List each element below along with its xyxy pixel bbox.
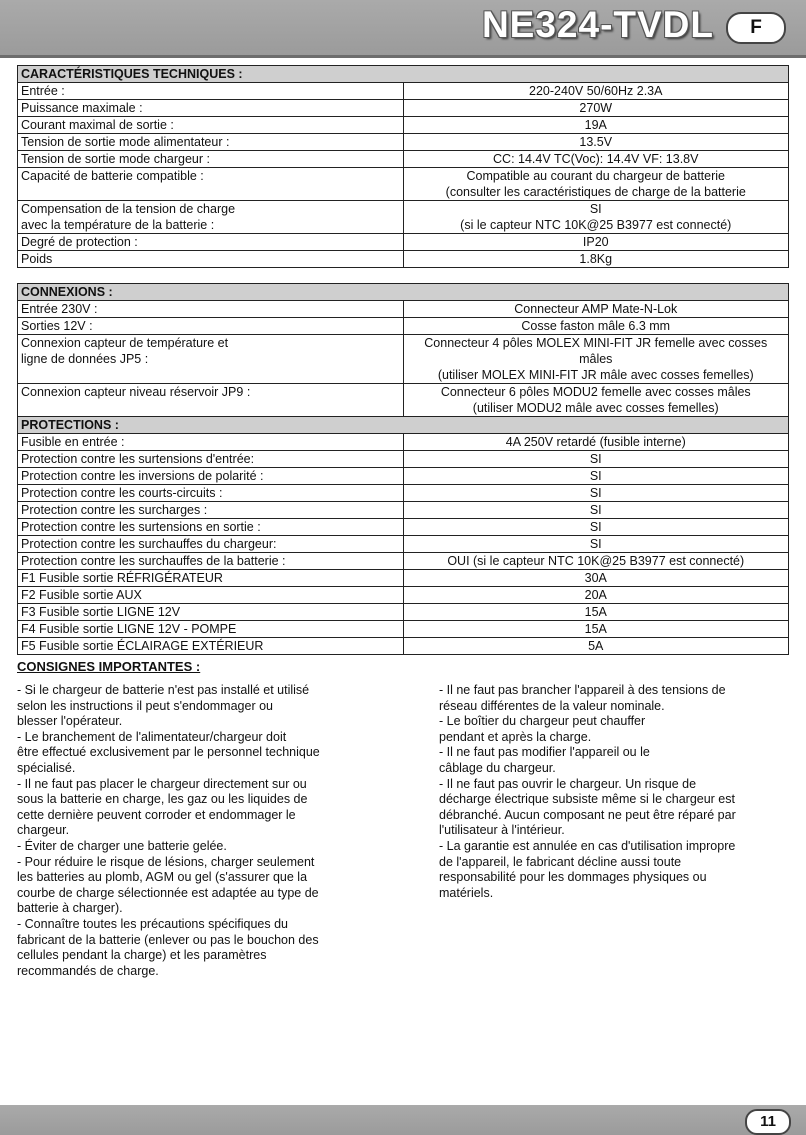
spec-value: 4A 250V retardé (fusible interne)	[403, 434, 789, 451]
spec-row	[18, 434, 789, 451]
spec-value: 20A	[403, 587, 789, 604]
spec-value: 15A	[403, 621, 789, 638]
spec-label: Protection contre les surtensions en sortie :	[18, 519, 404, 536]
consigne-line: chargeur.	[17, 823, 70, 838]
spec-label: F1 Fusible sortie RÉFRIGÉRATEUR	[18, 570, 404, 587]
spec-label: Connexion capteur niveau réservoir JP9 :	[18, 384, 404, 417]
consigne-line: - Il ne faut pas modifier l'appareil ou le	[439, 745, 650, 760]
spec-row	[18, 451, 789, 468]
spec-label: F4 Fusible sortie LIGNE 12V - POMPE	[18, 621, 404, 638]
spec-value: Connecteur 6 pôles MODU2 femelle avec cosses mâles (utiliser MODU2 mâle avec cosses femelles)	[403, 384, 789, 417]
spec-row	[18, 201, 789, 234]
consigne-line: débranché. Aucun composant ne peut être réparé par	[439, 807, 736, 822]
spec-label: Puissance maximale :	[18, 100, 404, 117]
spec-value: SI	[403, 468, 789, 485]
consigne-line: cellules pendant la charge) et les paramètres	[17, 948, 267, 963]
spec-value: SI (si le capteur NTC 10K@25 B3977 est connecté)	[403, 201, 789, 234]
spec-label: F5 Fusible sortie ÉCLAIRAGE EXTÉRIEUR	[18, 638, 404, 655]
spec-label: Fusible en entrée :	[18, 434, 404, 451]
consigne-line: de l'appareil, le fabricant décline aussi toute	[439, 854, 682, 869]
consigne-line: réseau différentes de la valeur nominale.	[439, 698, 665, 713]
spec-value: Compatible au courant du chargeur de batterie (consulter les caractéristiques de charge de la batterie	[403, 168, 789, 201]
consigne-line: responsabilité pour les dommages physiques ou	[439, 870, 707, 885]
consigne-line: câblage du chargeur.	[439, 760, 556, 775]
tech-specs-table	[17, 65, 789, 268]
spec-row	[18, 638, 789, 655]
header-divider	[0, 55, 806, 58]
consigne-line: - Connaître toutes les précautions spécifiques du	[17, 916, 288, 931]
spec-row	[18, 117, 789, 134]
consigne-line: - Le branchement de l'alimentateur/chargeur doit	[17, 729, 287, 744]
spec-row	[18, 168, 789, 201]
consigne-line: les batteries au plomb, AGM ou gel (s'assurer que la	[17, 870, 308, 885]
consigne-line: cette dernière peuvent corroder et endommager le	[17, 807, 296, 822]
consignes-left-column	[17, 683, 362, 979]
spec-value: IP20	[403, 234, 789, 251]
consigne-line: décharge électrique subsiste même si le chargeur est	[439, 792, 735, 807]
consigne-line: fabricant de la batterie (enlever ou pas le bouchon des	[17, 932, 319, 947]
spec-label: Entrée 230V :	[18, 301, 404, 318]
spec-label: Protection contre les surtensions d'entrée:	[18, 451, 404, 468]
spec-row	[18, 134, 789, 151]
spec-value: Cosse faston mâle 6.3 mm	[403, 318, 789, 335]
consigne-line: selon les instructions il peut s'endommager ou	[17, 698, 273, 713]
spec-value: 220-240V 50/60Hz 2.3A	[403, 83, 789, 100]
consigne-line: spécialisé.	[17, 760, 76, 775]
spec-row	[18, 570, 789, 587]
spec-value: OUI (si le capteur NTC 10K@25 B3977 est connecté)	[403, 553, 789, 570]
spec-row	[18, 100, 789, 117]
spec-value: SI	[403, 451, 789, 468]
spec-value: 30A	[403, 570, 789, 587]
spec-label: Protection contre les courts-circuits :	[18, 485, 404, 502]
consigne-line: - Si le chargeur de batterie n'est pas installé et utilisé	[17, 683, 310, 697]
consigne-line: batterie à charger).	[17, 901, 123, 916]
spec-row	[18, 384, 789, 417]
spec-label: Protection contre les surchauffes du chargeur:	[18, 536, 404, 553]
consigne-line: - Il ne faut pas brancher l'appareil à des tensions de	[439, 683, 726, 697]
spec-label: F3 Fusible sortie LIGNE 12V	[18, 604, 404, 621]
spec-label: Protection contre les inversions de polarité :	[18, 468, 404, 485]
consigne-line: - Il ne faut pas ouvrir le chargeur. Un risque de	[439, 776, 697, 791]
spec-label: Courant maximal de sortie :	[18, 117, 404, 134]
spec-value: Connecteur AMP Mate-N-Lok	[403, 301, 789, 318]
spec-row	[18, 536, 789, 553]
spec-row	[18, 468, 789, 485]
spec-row	[18, 151, 789, 168]
consigne-line: matériels.	[439, 885, 494, 900]
spec-label: Tension de sortie mode alimentateur :	[18, 134, 404, 151]
spec-value: 15A	[403, 604, 789, 621]
spec-value: CC: 14.4V TC(Voc): 14.4V VF: 13.8V	[403, 151, 789, 168]
spec-value: 19A	[403, 117, 789, 134]
spec-value: Connecteur 4 pôles MOLEX MINI-FIT JR femelle avec cosses mâles (utiliser MOLEX MINI-FIT JR mâle avec cosses femelles)	[403, 335, 789, 384]
spec-row	[18, 621, 789, 638]
spec-row	[18, 519, 789, 536]
spec-label: Capacité de batterie compatible :	[18, 168, 404, 201]
spec-row	[18, 234, 789, 251]
model-title: NE324-TVDL	[481, 4, 714, 45]
spec-label: Poids	[18, 251, 404, 268]
spec-row	[18, 335, 789, 384]
connections-title: CONNEXIONS :	[18, 284, 789, 301]
consigne-line: blesser l'opérateur.	[17, 714, 123, 729]
consigne-line: - Éviter de charger une batterie gelée.	[17, 838, 227, 853]
language-badge: F	[726, 12, 786, 44]
spec-row	[18, 553, 789, 570]
spec-label: Protection contre les surchauffes de la batterie :	[18, 553, 404, 570]
consignes-title: CONSIGNES IMPORTANTES :	[17, 659, 201, 674]
consignes-right-column	[439, 683, 784, 901]
spec-value: SI	[403, 519, 789, 536]
spec-label: Entrée :	[18, 83, 404, 100]
spec-value: 13.5V	[403, 134, 789, 151]
spec-label: F2 Fusible sortie AUX	[18, 587, 404, 604]
connections-table	[17, 283, 789, 655]
spec-value: 270W	[403, 100, 789, 117]
spec-row	[18, 604, 789, 621]
spec-label: Protection contre les surcharges :	[18, 502, 404, 519]
spec-row	[18, 301, 789, 318]
spec-label: Tension de sortie mode chargeur :	[18, 151, 404, 168]
consigne-line: - Pour réduire le risque de lésions, charger seulement	[17, 854, 315, 869]
footer-bar	[0, 1105, 806, 1135]
spec-label: Compensation de la tension de charge avec la température de la batterie :	[18, 201, 404, 234]
consigne-line: - Le boîtier du chargeur peut chauffer	[439, 714, 646, 729]
spec-label: Connexion capteur de température et ligne de données JP5 :	[18, 335, 404, 384]
consigne-line: courbe de charge sélectionnée est adaptée au type de	[17, 885, 319, 900]
page-number: 11	[745, 1109, 791, 1135]
spec-value: SI	[403, 536, 789, 553]
consigne-line: - Il ne faut pas placer le chargeur directement sur ou	[17, 776, 307, 791]
consigne-line: être effectué exclusivement par le personnel technique	[17, 745, 320, 760]
tech-specs-title: CARACTÉRISTIQUES TECHNIQUES :	[18, 66, 789, 83]
spec-row	[18, 485, 789, 502]
spec-value: 5A	[403, 638, 789, 655]
spec-row	[18, 251, 789, 268]
protections-title: PROTECTIONS :	[18, 417, 789, 434]
consigne-line: pendant et après la charge.	[439, 729, 592, 744]
consigne-line: sous la batterie en charge, les gaz ou les liquides de	[17, 792, 308, 807]
spec-row	[18, 318, 789, 335]
consigne-line: l'utilisateur à l'intérieur.	[439, 823, 565, 838]
spec-label: Degré de protection :	[18, 234, 404, 251]
consigne-line: - La garantie est annulée en cas d'utilisation impropre	[439, 838, 736, 853]
protections-header-row	[18, 417, 789, 434]
spec-value: SI	[403, 502, 789, 519]
consigne-line: recommandés de charge.	[17, 963, 159, 978]
spec-value: SI	[403, 485, 789, 502]
spec-value: 1.8Kg	[403, 251, 789, 268]
spec-row	[18, 83, 789, 100]
spec-row	[18, 587, 789, 604]
spec-row	[18, 502, 789, 519]
spec-label: Sorties 12V :	[18, 318, 404, 335]
